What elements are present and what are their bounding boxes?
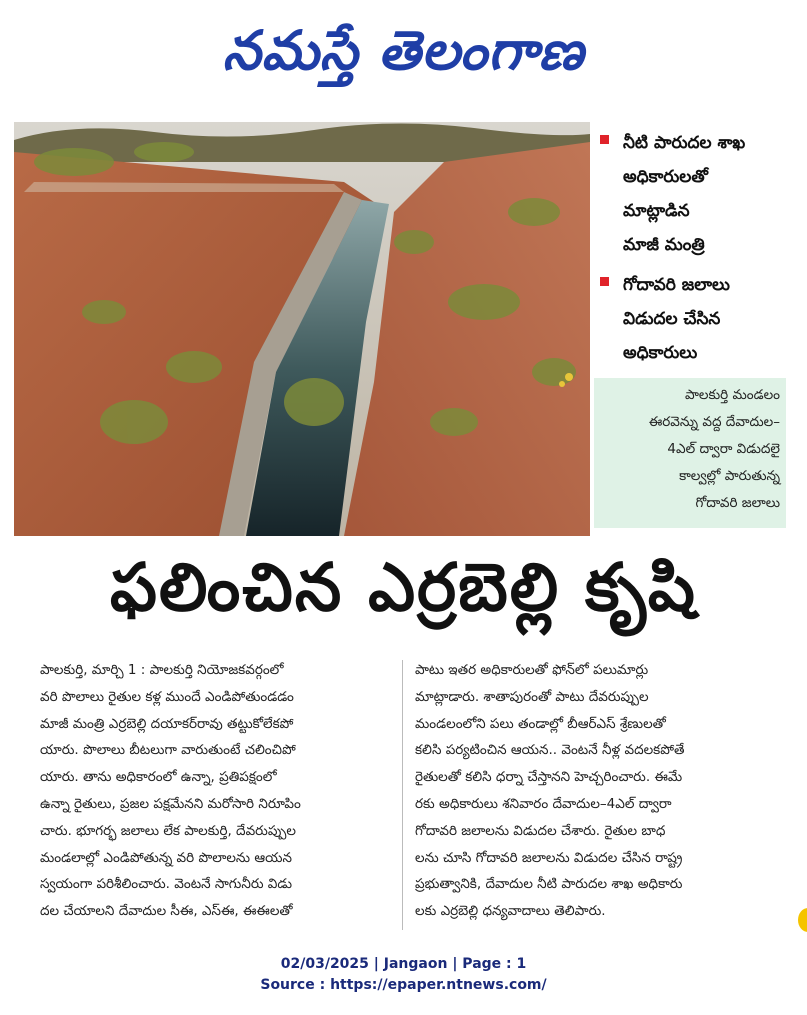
article-line: లను చూసి గోదావరి జలాలను విడుదల చేసిన రాష్ట్ర (415, 849, 683, 866)
highlight-item (600, 268, 800, 370)
red-square-bullet-icon (600, 135, 609, 144)
article-line: కలిసి పర్యటించిన ఆయన.. వెంటనే నీళ్ల వదలకపోతే (415, 742, 685, 759)
canal-photo-image (14, 122, 590, 536)
article-line: రైతులతో కలిసి ధర్నా చేస్తానని హెచ్చరించారు. ఈమే (415, 769, 683, 786)
article-column-left (40, 657, 406, 925)
article-line: మండలంలోని పలు తండాల్లో బీఆర్‌ఎస్ శ్రేణులతో (415, 715, 666, 732)
article-column-right (415, 657, 781, 925)
yellow-marker-icon (798, 908, 807, 932)
article-line: గోదావరి జలాలను విడుదల చేశారు. రైతుల బాధ (415, 822, 666, 839)
article-line: మాట్లాడారు. శాతాపురంతో పాటు దేవరుప్పుల (415, 688, 649, 705)
article-line: మండలాల్లో ఎండిపోతున్న వరి పొలాలను ఆయన (40, 849, 292, 866)
article-line: యారు. పొలాలు బీటలుగా వారుతుంటే చలించిపో (40, 742, 296, 759)
headline (0, 545, 807, 645)
highlight-text: నీటి పారుదల శాఖ అధికారులతో మాట్లాడిన మాజీ మంత్రి (623, 133, 746, 255)
article-line: రకు అధికారులు శనివారం దేవాదుల–4ఎల్ ద్వారా (415, 795, 672, 812)
masthead (0, 0, 807, 115)
highlight-item (600, 126, 800, 262)
highlight-text: గోదావరి జలాలు విడుదల చేసిన అధికారులు (623, 275, 730, 363)
footer (0, 954, 807, 996)
article-line: దల చేయాలని దేవాదుల సీఈ, ఎస్‌ఈ, ఈఈలతో (40, 903, 293, 920)
highlights-list (600, 126, 800, 376)
article-line: పాటు ఇతర అధికారులతో ఫోన్‌లో పలుమార్లు (415, 662, 649, 678)
article-line: మాజీ మంత్రి ఎర్రబెల్లి దయాకర్‌రావు తట్టుకోలేకపో (40, 715, 294, 732)
newspaper-logo: నమస్తే తెలంగాణ (222, 19, 585, 82)
article-line: యారు. తాను అధికారంలో ఉన్నా, ప్రతిపక్షంలో (40, 769, 277, 786)
edition-info: 02/03/2025 | Jangaon | Page : 1 (280, 956, 527, 972)
source-link[interactable]: Source : https://epaper.ntnews.com/ (260, 977, 547, 993)
red-square-bullet-icon (600, 277, 609, 286)
photo-caption: పాలకుర్తి మండలం ఈరవెన్ను వద్ద దేవాదుల– 4ఎల్ ద్వారా విడుదలై కాల్వల్లో పారుతున్న గోదావరి జలాలు (594, 378, 786, 528)
article-line: చారు. భూగర్భ జలాలు లేక పాలకుర్తి, దేవరుప్పుల (40, 822, 296, 839)
headline-text: ఫలించిన ఎర్రబెల్లి కృషి (110, 548, 697, 626)
canal-photo (14, 122, 590, 536)
article-line: ఉన్నా రైతులు, ప్రజల పక్షమేనని మరోసారి నిరూపిం (40, 795, 301, 812)
article-line: లకు ఎర్రబెల్లి ధన్యవాదాలు తెలిపారు. (415, 903, 606, 920)
article-line: పాలకుర్తి, మార్చి 1 : పాలకుర్తి నియోజకవర్గంలో (40, 662, 284, 678)
article-line: వరి పొలాలు రైతుల కళ్ల ముందే ఎండిపోతుండడం (40, 688, 294, 705)
article-line: ప్రభుత్వానికి, దేవాదుల నీటి పారుదల శాఖ అధికారు (415, 876, 683, 893)
column-divider (402, 660, 403, 930)
article-line: స్వయంగా పరిశీలించారు. వెంటనే సాగునీరు విడు (40, 876, 293, 893)
